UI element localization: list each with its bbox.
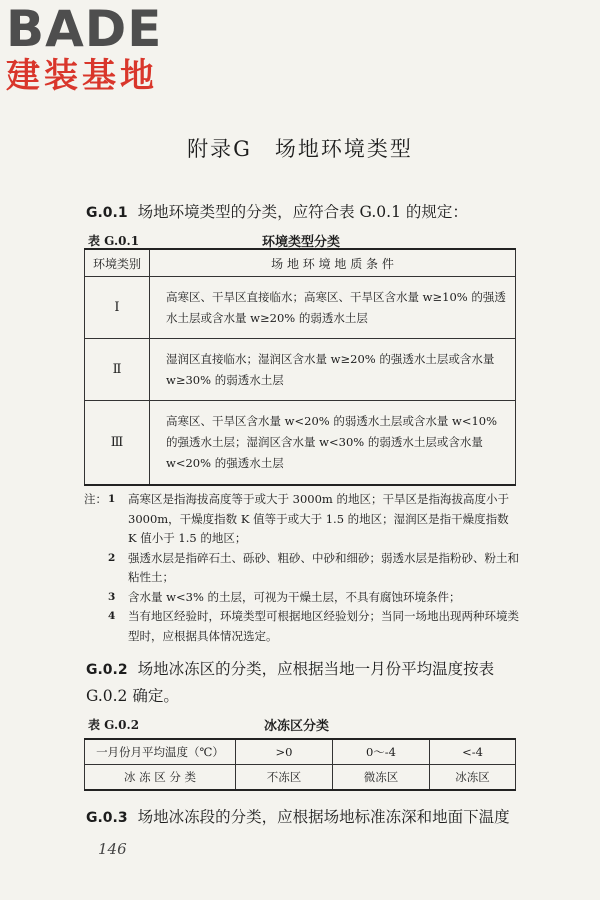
note-item <box>84 549 520 588</box>
page-number: 146 <box>98 840 127 858</box>
table-row <box>85 765 516 791</box>
clause-text: 场地冰冻区的分类，应根据当地一月份平均温度按表 G.0.2 确定。 <box>86 660 495 705</box>
note-number: 2 <box>108 551 116 564</box>
table2-title: 冰冻区分类 <box>264 719 330 734</box>
clause-text: 场地冰冻段的分类，应根据场地标准冻深和地面下温度 <box>137 808 510 826</box>
note-text: 强透水层是指碎石土、砾砂、粗砂、中砂和细砂；弱透水层是指粉砂、粉土和粘性土； <box>128 550 519 584</box>
table-cell: 不冻区 <box>236 765 333 791</box>
notes-label: 注： <box>84 492 107 506</box>
env-condition-cell: 高寒区、干旱区直接临水；高寒区、干旱区含水量 w≥10% 的强透水土层或含水量 w≥20% 的弱透水土层 <box>150 277 516 339</box>
note-item <box>84 607 520 646</box>
note-number: 3 <box>108 590 116 603</box>
note-text: 当有地区经验时，环境类型可根据地区经验划分；当同一场地出现两种环境类型时，应根据具体情况选定。 <box>128 609 519 643</box>
note-item <box>84 490 520 549</box>
env-class-cell: Ⅰ <box>85 277 150 339</box>
note-item <box>84 588 520 608</box>
table-cell: 0～-4 <box>333 739 430 765</box>
note-number: 4 <box>108 610 116 622</box>
note-number: 1 <box>108 493 116 505</box>
table1-label: 表 G.0.1 <box>88 234 140 248</box>
table2-label: 表 G.0.2 <box>88 718 140 732</box>
logo-wordmark: BADE <box>6 0 163 58</box>
table-header-cell: 环境类别 <box>85 249 150 277</box>
env-condition-cell: 湿润区直接临水；湿润区含水量 w≥20% 的强透水土层或含水量 w≥30% 的弱透水土层 <box>150 339 516 401</box>
table-row <box>85 401 516 485</box>
clause-text: 场地环境类型的分类，应符合表 G.0.1 的规定： <box>137 203 468 221</box>
table-cell: 冰冻区 <box>430 765 516 791</box>
table1-title: 环境类型分类 <box>262 235 341 250</box>
table-row <box>85 277 516 339</box>
note-text: 含水量 w<3% 的土层，可视为干燥土层，不具有腐蚀环境条件； <box>128 589 461 604</box>
note-text: 高寒区是指海拔高度等于或大于 3000m 的地区；干旱区是指海拔高度小于 3000m，干燥度指数 K 值等于或大于 1.5 的地区；湿润区是指干燥度指数 K 值小于 1.5 的地区； <box>128 492 509 545</box>
table-cell: 冰 冻 区 分 类 <box>85 765 236 791</box>
table-header-row <box>85 249 516 277</box>
env-class-cell: Ⅱ <box>85 339 150 401</box>
table-header-cell: 场 地 环 境 地 质 条 件 <box>150 249 516 277</box>
table-cell: <-4 <box>430 739 516 765</box>
table-cell: 微冻区 <box>333 765 430 791</box>
environment-type-table <box>84 248 516 486</box>
clause-number: G.0.1 <box>86 205 128 221</box>
clause-g03 <box>86 804 526 831</box>
table-cell: >0 <box>236 739 333 765</box>
table-row <box>85 739 516 765</box>
logo-subtitle: 建装基地 <box>6 56 158 96</box>
page-title: 附录G 场地环境类型 <box>187 137 413 161</box>
freeze-zone-table <box>84 738 516 791</box>
table-notes <box>84 490 520 646</box>
table-cell: 一月份月平均温度（℃） <box>85 739 236 765</box>
table-row <box>85 339 516 401</box>
clause-g01 <box>86 199 526 226</box>
env-condition-cell: 高寒区、干旱区含水量 w<20% 的弱透水土层或含水量 w<10% 的强透水土层；湿润区含水量 w<30% 的弱透水土层或含水量 w<20% 的强透水土层 <box>150 401 516 485</box>
logo <box>6 0 176 96</box>
env-class-cell: Ⅲ <box>85 401 150 485</box>
clause-number: G.0.3 <box>86 810 128 826</box>
clause-number: G.0.2 <box>86 662 128 678</box>
clause-g02 <box>86 656 526 709</box>
